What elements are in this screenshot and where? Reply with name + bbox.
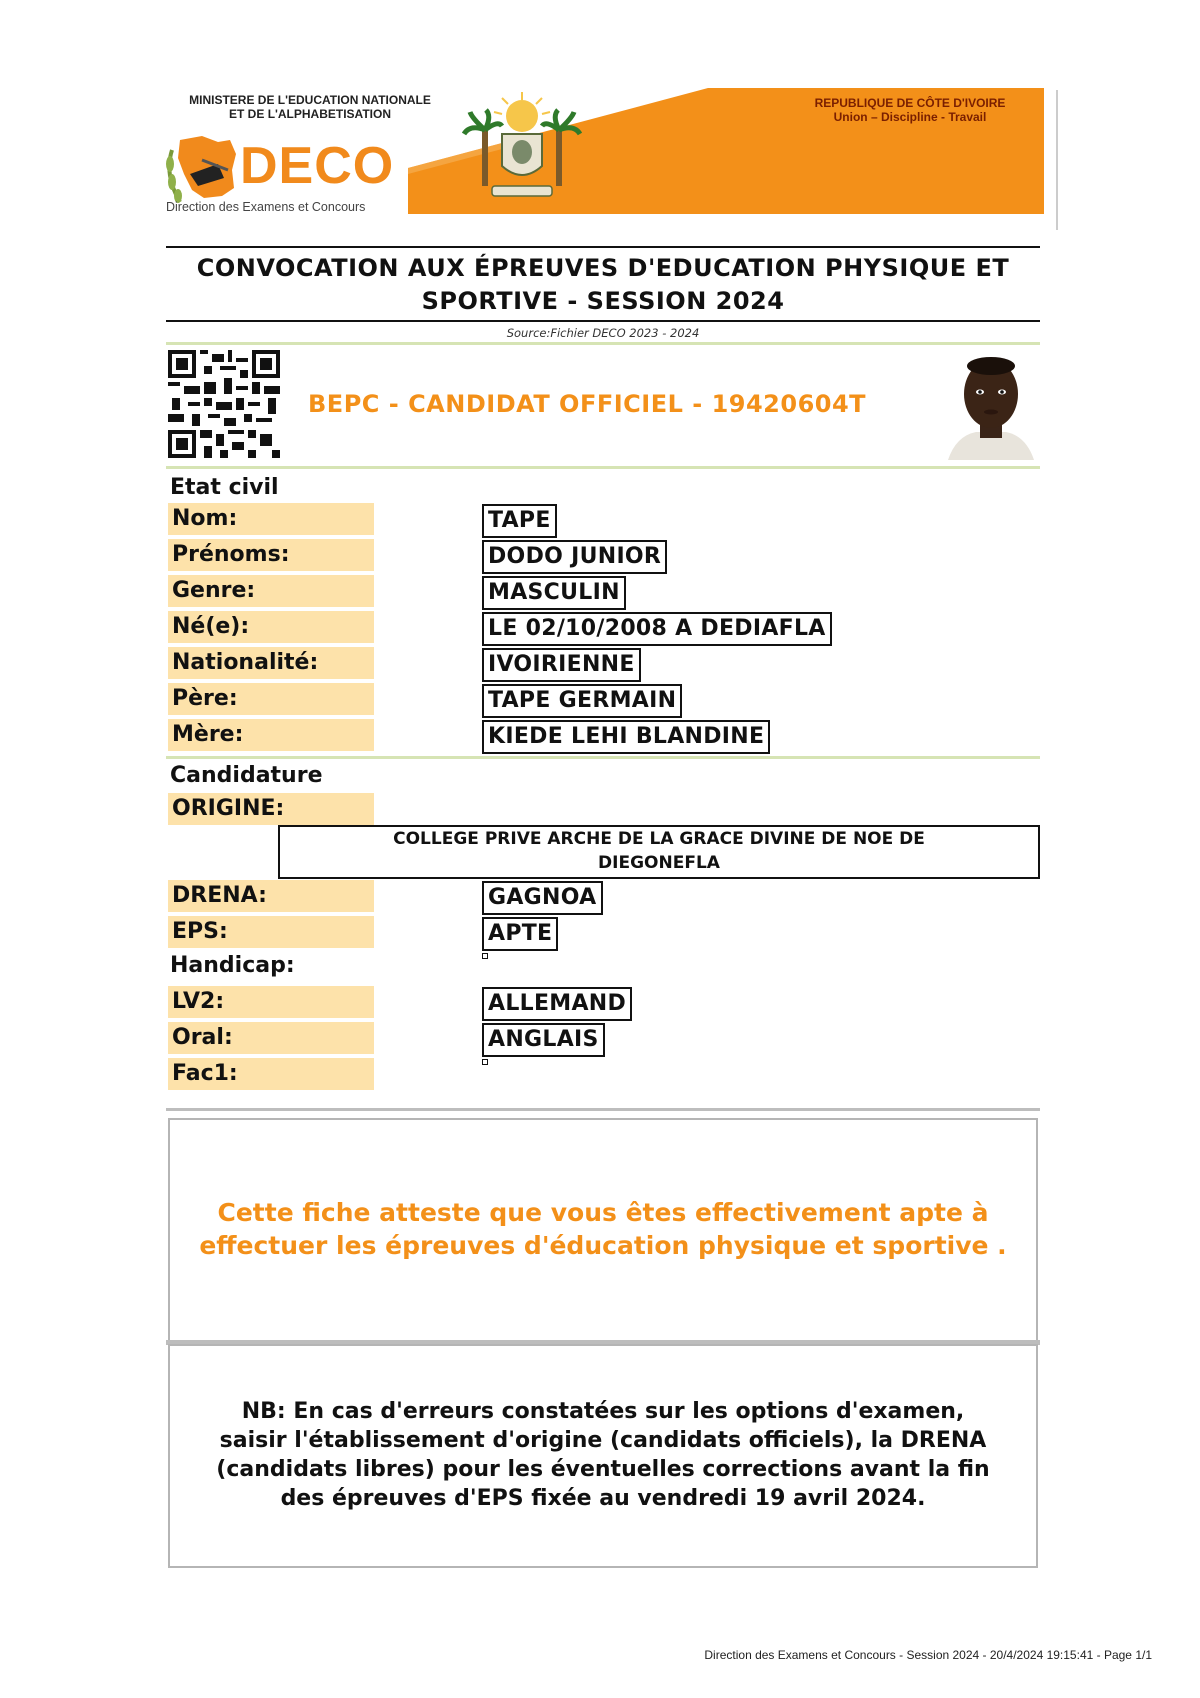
- section-candidature: Candidature: [170, 763, 323, 788]
- nb-line-2: saisir l'établissement d'origine (candidats officiels), la DRENA: [219, 1428, 987, 1453]
- title-bottom-rule: [166, 320, 1040, 322]
- document-title: [166, 252, 1040, 318]
- value-naissance: LE 02/10/2008 A DEDIAFLA: [482, 612, 832, 646]
- value-mere: KIEDE LEHI BLANDINE: [482, 720, 770, 754]
- attestation-text: [168, 1118, 1038, 1340]
- label-eps: EPS:: [168, 916, 374, 948]
- label-naissance: Né(e):: [168, 611, 374, 643]
- origine-line-2: DIEGONEFLA: [598, 853, 720, 873]
- value-oral: ANGLAIS: [482, 1023, 605, 1057]
- label-prenoms: Prénoms:: [168, 539, 374, 571]
- candidate-status-title: BEPC - CANDIDAT OFFICIEL - 19420604T: [308, 390, 867, 418]
- label-lv2: LV2:: [168, 986, 374, 1018]
- label-fac1: Fac1:: [168, 1058, 374, 1090]
- ministry-line-2: ET DE L'ALPHABETISATION: [229, 107, 391, 121]
- republic-motto: [760, 96, 1060, 124]
- source-rule: [166, 342, 1040, 345]
- value-origine: [278, 825, 1040, 879]
- nb-notice: [168, 1344, 1038, 1566]
- value-handicap-empty: [482, 953, 488, 959]
- etat-civil-rule: [166, 756, 1040, 759]
- value-nationalite: IVOIRIENNE: [482, 648, 641, 682]
- value-nom: TAPE: [482, 504, 557, 538]
- value-pere: TAPE GERMAIN: [482, 684, 682, 718]
- label-pere: Père:: [168, 683, 374, 715]
- coat-of-arms-icon: [462, 90, 582, 202]
- label-oral: Oral:: [168, 1022, 374, 1054]
- attestation-line-2: effectuer les épreuves d'éducation physique et sportive .: [199, 1231, 1007, 1260]
- label-mere: Mère:: [168, 719, 374, 751]
- label-origine: ORIGINE:: [168, 793, 374, 825]
- republic-motto-text: Union – Discipline - Travail: [833, 110, 987, 124]
- value-prenoms: DODO JUNIOR: [482, 540, 667, 574]
- attestation-line-1: Cette fiche atteste que vous êtes effectivement apte à: [217, 1198, 989, 1227]
- republic-name: REPUBLIQUE DE CÔTE D'IVOIRE: [814, 96, 1006, 110]
- nb-line-4: des épreuves d'EPS fixée au vendredi 19 avril 2024.: [280, 1486, 926, 1511]
- value-fac1-empty: [482, 1059, 488, 1065]
- ministry-line-1: MINISTERE DE L'EDUCATION NATIONALE: [189, 93, 431, 107]
- label-nationalite: Nationalité:: [168, 647, 374, 679]
- label-nom: Nom:: [168, 503, 374, 535]
- deco-subtitle: Direction des Examens et Concours: [166, 200, 366, 214]
- candidate-rule: [166, 466, 1040, 469]
- value-eps: APTE: [482, 917, 558, 951]
- header-divider: [1056, 90, 1058, 230]
- candidate-photo: [942, 352, 1040, 460]
- value-drena: GAGNOA: [482, 881, 603, 915]
- deco-logo-text: DECO: [240, 137, 395, 195]
- title-line-1: CONVOCATION AUX ÉPREUVES D'EDUCATION PHYSIQUE ET: [196, 254, 1010, 282]
- label-genre: Genre:: [168, 575, 374, 607]
- section-etat-civil: Etat civil: [170, 475, 279, 500]
- qr-code-icon: [168, 350, 280, 458]
- label-drena: DRENA:: [168, 880, 374, 912]
- value-genre: MASCULIN: [482, 576, 626, 610]
- label-handicap: Handicap:: [170, 953, 295, 978]
- title-top-rule: [166, 246, 1040, 248]
- page-footer: Direction des Examens et Concours - Session 2024 - 20/4/2024 19:15:41 - Page 1/1: [704, 1648, 1152, 1662]
- source-note: Source:Fichier DECO 2023 - 2024: [506, 326, 700, 340]
- title-line-2: SPORTIVE - SESSION 2024: [421, 287, 785, 315]
- value-lv2: ALLEMAND: [482, 987, 632, 1021]
- origine-line-1: COLLEGE PRIVE ARCHE DE LA GRACE DIVINE DE NOE DE: [393, 829, 925, 849]
- separator-rule: [166, 1108, 1040, 1111]
- nb-line-1: NB: En cas d'erreurs constatées sur les options d'examen,: [241, 1399, 965, 1424]
- nb-line-3: (candidats libres) pour les éventuelles corrections avant la fin: [216, 1457, 990, 1482]
